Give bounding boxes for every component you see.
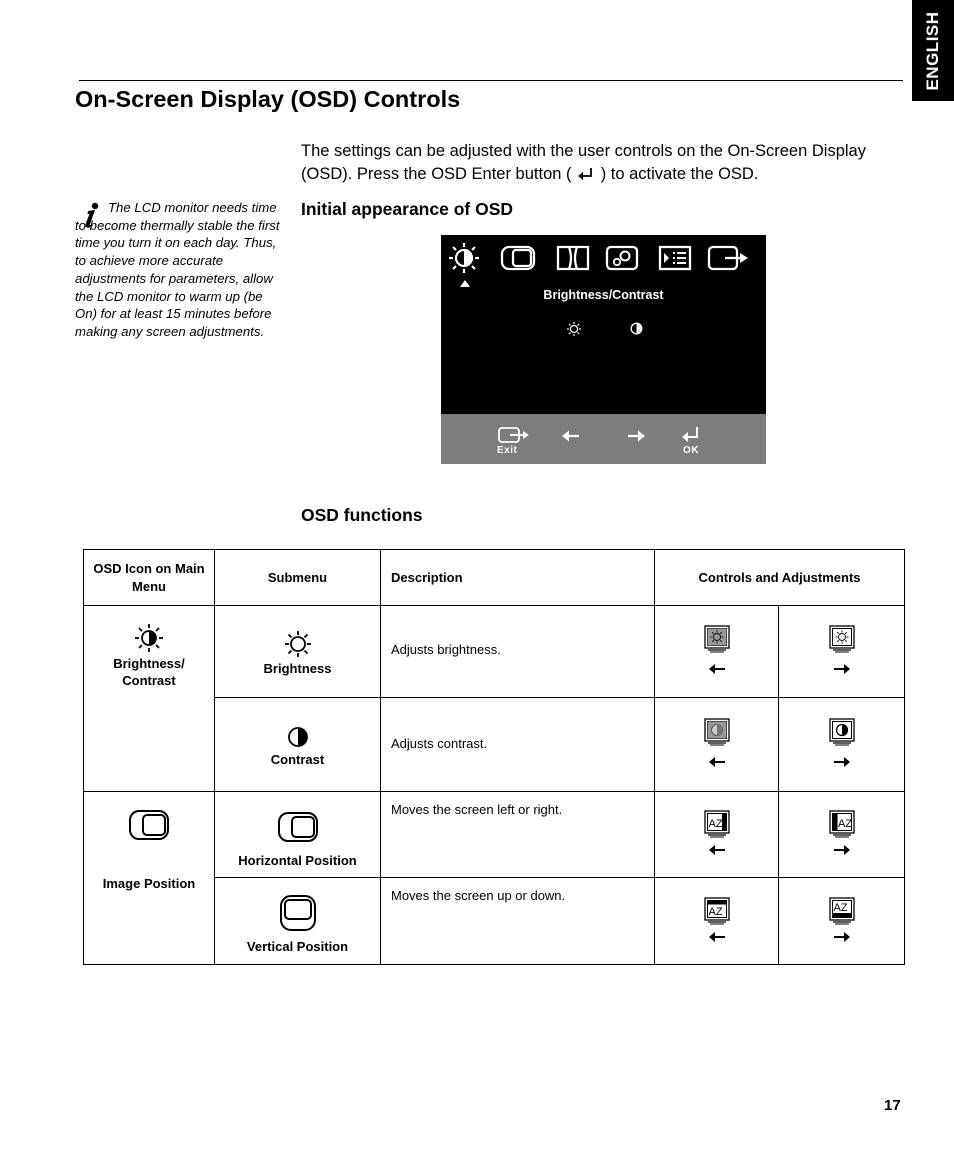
options-icon (658, 244, 692, 272)
intro-text-before: The settings can be adjusted with the user controls on the On-Screen Display (OSD). Press the OSD Enter button ( (301, 142, 866, 183)
selection-caret-icon (460, 280, 470, 287)
table-row (84, 606, 905, 698)
top-rule (79, 80, 903, 81)
image-position-icon (500, 244, 536, 272)
osd-enter-icon (681, 426, 701, 444)
left-arrow-icon (709, 663, 725, 675)
right-arrow-icon (834, 756, 850, 768)
monitor-az-left-icon (704, 810, 730, 839)
control-increase-contrast (779, 698, 905, 792)
osd-exit-label: Exit (497, 445, 518, 456)
exit-icon (707, 244, 751, 272)
submenu-cell-contrast (215, 698, 381, 792)
page-number: 17 (884, 1097, 901, 1114)
control-move-right (779, 792, 905, 878)
left-arrow-icon (709, 844, 725, 856)
az-text: AZ (708, 818, 723, 830)
description-brightness: Adjusts brightness. (381, 606, 655, 698)
osd-functions-table (83, 549, 905, 965)
header-submenu: Submenu (215, 550, 381, 606)
osd-screen (441, 235, 766, 464)
monitor-low-contrast-icon (704, 718, 730, 747)
language-label: ENGLISH (923, 10, 942, 91)
submenu-label-vertical: Vertical Position (246, 939, 349, 954)
monitor-dim-icon (704, 625, 730, 654)
control-decrease-contrast (655, 698, 779, 792)
submenu-cell-vertical (215, 878, 381, 965)
header-description: Description (381, 550, 655, 606)
right-arrow-icon (834, 663, 850, 675)
submenu-label-contrast: Contrast (270, 751, 325, 767)
image-position-icon (128, 808, 170, 842)
osd-brightness-icon (567, 322, 581, 336)
az-text: AZ (708, 905, 723, 918)
image-properties-icon (605, 244, 639, 272)
osd-contrast-icon (630, 322, 643, 335)
control-decrease-brightness (655, 606, 779, 698)
enter-icon (576, 166, 596, 182)
osd-exit-icon (498, 426, 530, 444)
osd-selected-label: Brightness/Contrast (543, 288, 664, 302)
intro-paragraph (301, 140, 911, 186)
contrast-icon (287, 726, 309, 748)
header-controls: Controls and Adjustments (655, 550, 905, 606)
control-move-up (779, 878, 905, 965)
description-contrast: Adjusts contrast. (381, 698, 655, 792)
submenu-label-horizontal: Horizontal Position (238, 853, 357, 868)
right-arrow-icon (834, 931, 850, 943)
az-text: AZ (833, 901, 848, 914)
section-heading-initial: Initial appearance of OSD (301, 199, 513, 219)
horizontal-position-icon (277, 810, 319, 844)
page-title: On-Screen Display (OSD) Controls (75, 86, 461, 112)
brightness-contrast-icon (135, 624, 163, 652)
main-label-image-position: Image Position (102, 876, 196, 891)
table-header-row (84, 550, 905, 606)
control-increase-brightness (779, 606, 905, 698)
submenu-cell-brightness (215, 606, 381, 698)
monitor-az-right-icon (829, 810, 855, 839)
osd-control-bar (441, 414, 766, 464)
monitor-high-contrast-icon (829, 718, 855, 747)
az-text: AZ (837, 818, 852, 830)
osd-right-arrow-icon (627, 429, 645, 443)
description-horizontal: Moves the screen left or right. (381, 792, 655, 878)
monitor-bright-icon (829, 625, 855, 654)
submenu-cell-horizontal (215, 792, 381, 878)
control-move-left (655, 792, 779, 878)
brightness-icon (285, 631, 311, 657)
intro-text-after: ) to activate the OSD. (600, 165, 759, 183)
main-label-brightness-contrast: Brightness/ Contrast (113, 656, 185, 688)
header-osd-icon: OSD Icon on Main Menu (84, 550, 215, 606)
monitor-az-up-icon (829, 897, 855, 926)
main-icon-cell-image-position (84, 792, 215, 965)
main-icon-cell-brightness (84, 606, 215, 792)
image-setup-icon (555, 244, 591, 272)
left-arrow-icon (709, 756, 725, 768)
note-text: The LCD monitor needs time to become thermally stable the first time you turn it on each day. Thus, to achieve more accurate adjustments for parameters, allow the LCD monitor to warm up (be On) for at least 15 minutes before making any screen adjustments. (75, 200, 280, 339)
language-tab (912, 0, 954, 101)
submenu-label-brightness: Brightness (263, 660, 332, 676)
control-move-down (655, 878, 779, 965)
monitor-az-down-icon (704, 897, 730, 926)
brightness-icon (448, 242, 480, 274)
osd-left-arrow-icon (562, 429, 580, 443)
vertical-position-icon (279, 894, 317, 932)
left-arrow-icon (709, 931, 725, 943)
description-vertical: Moves the screen up or down. (381, 878, 655, 965)
osd-ok-label: OK (683, 445, 699, 456)
section-heading-functions: OSD functions (301, 505, 423, 525)
right-arrow-icon (834, 844, 850, 856)
table-row (84, 792, 905, 878)
